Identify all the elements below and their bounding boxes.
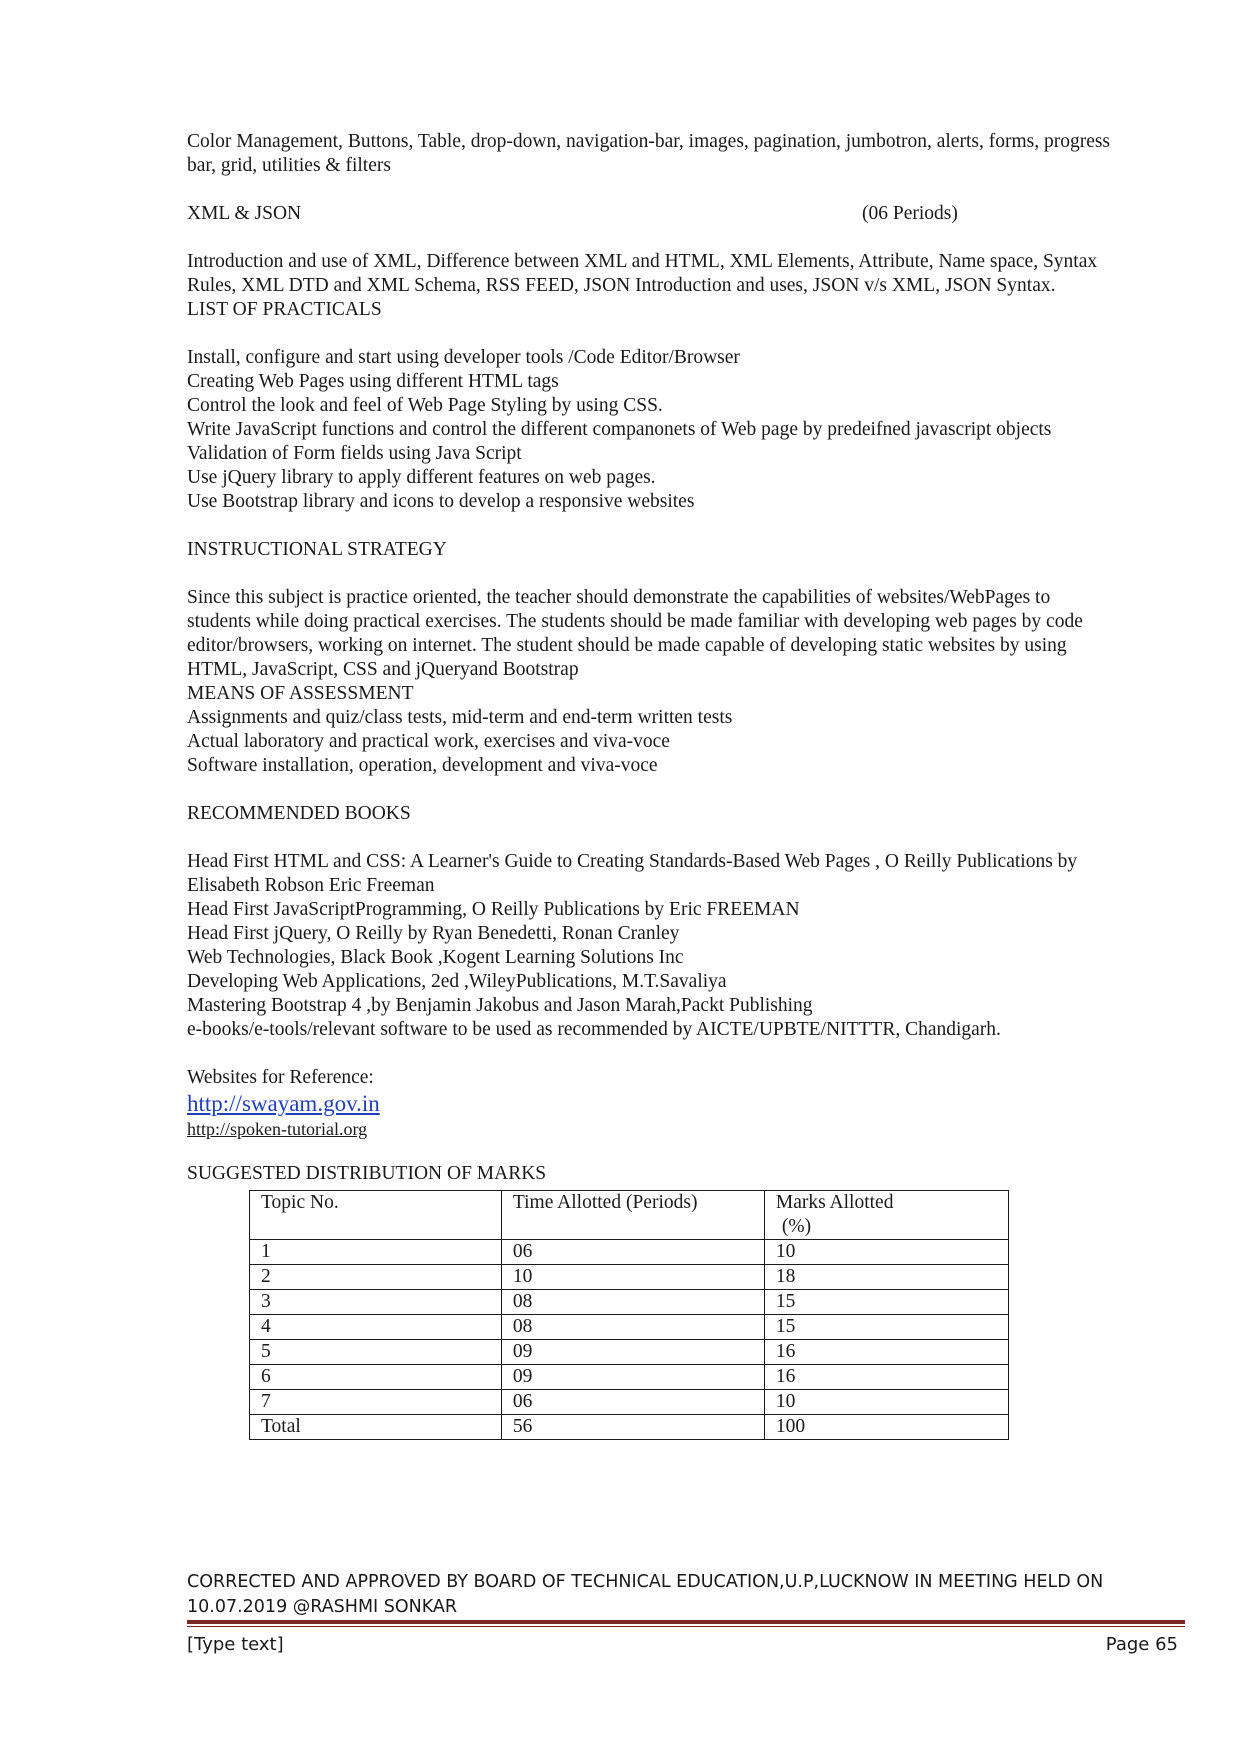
list-item: Web Technologies, Black Book ,Kogent Learning Solutions Inc: [187, 947, 684, 968]
column-header-label: Marks Allotted: [775, 1192, 894, 1213]
approval-footer: [187, 1570, 1187, 1620]
section-heading: SUGGESTED DISTRIBUTION OF MARKS: [187, 1163, 547, 1184]
list-item: e-books/e-tools/relevant software to be used as recommended by AICTE/UPBTE/NITTTR, Chandigarh.: [187, 1019, 1001, 1040]
table-cell: 6: [250, 1365, 502, 1390]
table-row: [250, 1265, 1009, 1290]
list-item: Assignments and quiz/class tests, mid-term and end-term written tests: [187, 707, 733, 728]
table-cell: 08: [501, 1315, 764, 1340]
section-heading: Websites for Reference:: [187, 1067, 374, 1088]
section-heading: INSTRUCTIONAL STRATEGY: [187, 539, 447, 560]
list-item: Software installation, operation, development and viva-voce: [187, 755, 658, 776]
table-cell: 09: [501, 1365, 764, 1390]
list-item: Install, configure and start using developer tools /Code Editor/Browser: [187, 347, 740, 368]
body-line: Rules, XML DTD and XML Schema, RSS FEED, JSON Introduction and uses, JSON v/s XML, JSON Syntax.: [187, 275, 1056, 296]
spoken-tutorial-link[interactable]: http://spoken-tutorial.org: [187, 1119, 368, 1139]
body-line: Introduction and use of XML, Difference between XML and HTML, XML Elements, Attribute, Name space, Syntax: [187, 251, 1098, 272]
table-cell: 7: [250, 1390, 502, 1415]
list-item: Developing Web Applications, 2ed ,WileyPublications, M.T.Savaliya: [187, 971, 727, 992]
intro-line: Color Management, Buttons, Table, drop-down, navigation-bar, images, pagination, jumbotron, alerts, forms, progress: [187, 131, 1111, 152]
list-item: Write JavaScript functions and control the different companonets of Web page by predeifned javascript objects: [187, 419, 1052, 440]
footer-rule-thin: [187, 1626, 1185, 1627]
xml-json-heading-row: [187, 202, 1177, 226]
swayam-link[interactable]: http://swayam.gov.in: [187, 1091, 380, 1116]
list-item: Elisabeth Robson Eric Freeman: [187, 875, 435, 896]
table-header-row: [250, 1191, 1009, 1240]
footer-rule: [187, 1620, 1185, 1624]
body-line: students while doing practical exercises. The students should be made familiar with developing web pages by code: [187, 611, 1083, 632]
table-row: [250, 1340, 1009, 1365]
table-cell: 06: [501, 1240, 764, 1265]
table-row: [250, 1240, 1009, 1265]
table-cell: 2: [250, 1265, 502, 1290]
section-heading: MEANS OF ASSESSMENT: [187, 683, 414, 704]
table-cell: 10: [764, 1390, 1008, 1415]
footer-placeholder-text: [Type text]: [187, 1634, 284, 1655]
table-row: [250, 1290, 1009, 1315]
table-cell: 09: [501, 1340, 764, 1365]
list-item: Mastering Bootstrap 4 ,by Benjamin Jakobus and Jason Marah,Packt Publishing: [187, 995, 813, 1016]
body-line: Since this subject is practice oriented, the teacher should demonstrate the capabilities of websites/WebPages to: [187, 587, 1051, 608]
table-cell: 5: [250, 1340, 502, 1365]
list-item: Creating Web Pages using different HTML tags: [187, 371, 559, 392]
list-item: Head First jQuery, O Reilly by Ryan Benedetti, Ronan Cranley: [187, 923, 680, 944]
column-header: [764, 1191, 1008, 1240]
approval-line: 10.07.2019 @RASHMI SONKAR: [187, 1597, 458, 1617]
table-cell: 100: [764, 1415, 1008, 1440]
table-total-row: [250, 1415, 1009, 1440]
list-item: Control the look and feel of Web Page Styling by using CSS.: [187, 395, 663, 416]
table-cell: Total: [250, 1415, 502, 1440]
table-row: [250, 1390, 1009, 1415]
table-cell: 10: [501, 1265, 764, 1290]
list-item: Validation of Form fields using Java Script: [187, 443, 522, 464]
column-header: Time Allotted (Periods): [501, 1191, 764, 1240]
table-cell: 08: [501, 1290, 764, 1315]
column-header: Topic No.: [250, 1191, 502, 1240]
periods-label: (06 Periods): [862, 203, 958, 224]
section-heading: RECOMMENDED BOOKS: [187, 803, 411, 824]
section-heading: LIST OF PRACTICALS: [187, 299, 382, 320]
column-header-unit: (%): [781, 1216, 812, 1237]
table-cell: 15: [764, 1290, 1008, 1315]
table-cell: 4: [250, 1315, 502, 1340]
list-item: Head First HTML and CSS: A Learner's Guide to Creating Standards-Based Web Pages , O Reilly Publications by: [187, 851, 1078, 872]
table-cell: 3: [250, 1290, 502, 1315]
list-item: Actual laboratory and practical work, exercises and viva-voce: [187, 731, 670, 752]
list-item: Use Bootstrap library and icons to develop a responsive websites: [187, 491, 695, 512]
document-body: [187, 130, 1177, 1186]
table-cell: 16: [764, 1365, 1008, 1390]
marks-table: [249, 1190, 1009, 1440]
page-number: Page 65: [1105, 1634, 1178, 1655]
approval-line: CORRECTED AND APPROVED BY BOARD OF TECHNICAL EDUCATION,U.P,LUCKNOW IN MEETING HELD ON: [187, 1572, 1104, 1592]
table-cell: 56: [501, 1415, 764, 1440]
list-item: Use jQuery library to apply different features on web pages.: [187, 467, 656, 488]
table-cell: 06: [501, 1390, 764, 1415]
table-cell: 16: [764, 1340, 1008, 1365]
body-line: HTML, JavaScript, CSS and jQueryand Bootstrap: [187, 659, 579, 680]
body-line: editor/browsers, working on internet. The student should be made capable of developing static websites by using: [187, 635, 1067, 656]
table-cell: 10: [764, 1240, 1008, 1265]
table-cell: 15: [764, 1315, 1008, 1340]
intro-line: bar, grid, utilities & filters: [187, 155, 391, 176]
list-item: Head First JavaScriptProgramming, O Reilly Publications by Eric FREEMAN: [187, 899, 800, 920]
table-cell: 1: [250, 1240, 502, 1265]
table-row: [250, 1365, 1009, 1390]
table-cell: 18: [764, 1265, 1008, 1290]
table-row: [250, 1315, 1009, 1340]
section-heading: XML & JSON: [187, 203, 302, 224]
